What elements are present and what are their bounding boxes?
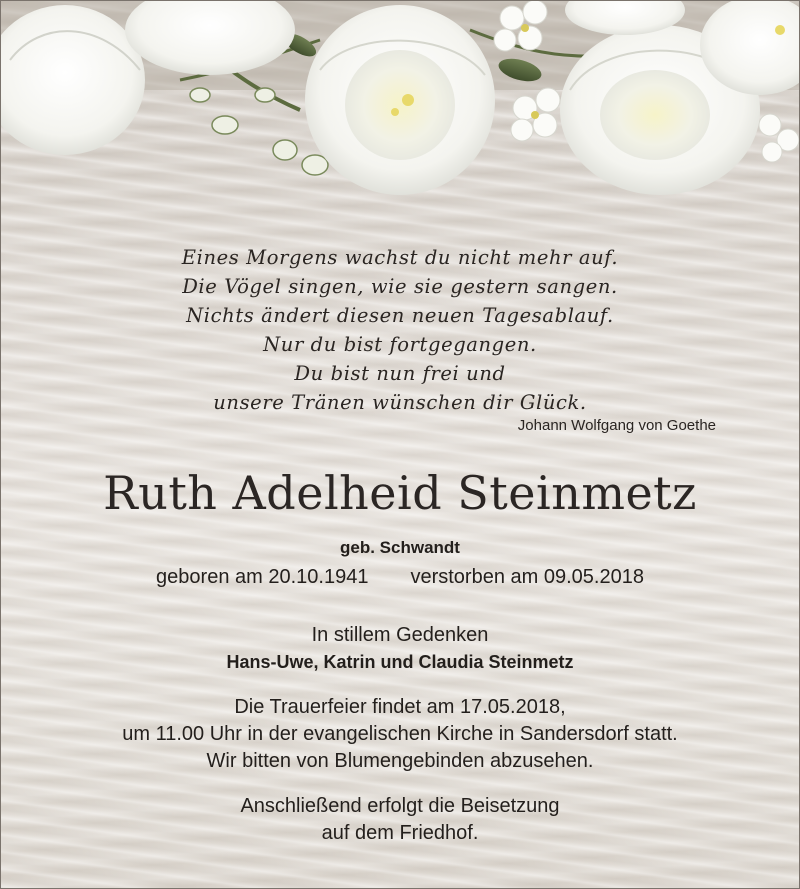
death-date: verstorben am 09.05.2018: [410, 566, 644, 588]
burial-line: auf dem Friedhof.: [321, 822, 479, 844]
poem-line: unsere Tränen wünschen dir Glück.: [213, 391, 587, 414]
memory-section: [0, 622, 800, 676]
poem-author: Johann Wolfgang von Goethe: [517, 417, 716, 434]
funeral-line: Wir bitten von Blumengebinden abzusehen.: [206, 750, 594, 772]
funeral-info: [0, 694, 800, 775]
poem-line: Eines Morgens wachst du nicht mehr auf.: [181, 246, 619, 269]
poem-line: Du bist nun frei und: [294, 362, 506, 385]
burial-info: [0, 793, 800, 847]
poem-line: Nur du bist fortgegangen.: [263, 333, 537, 356]
burial-line: Anschließend erfolgt die Beisetzung: [240, 795, 560, 817]
deceased-name: Ruth Adelheid Steinmetz: [103, 466, 697, 520]
birth-date: geboren am 20.10.1941: [156, 566, 369, 588]
funeral-line: Die Trauerfeier findet am 17.05.2018,: [234, 696, 566, 718]
life-dates: [0, 566, 800, 589]
funeral-line: um 11.00 Uhr in der evangelischen Kirche in Sandersdorf statt.: [122, 723, 678, 745]
memory-intro: In stillem Gedenken: [311, 624, 489, 646]
poem-line: Nichts ändert diesen neuen Tagesablauf.: [186, 304, 614, 327]
mourners: Hans-Uwe, Katrin und Claudia Steinmetz: [226, 652, 574, 672]
birth-name: geb. Schwandt: [340, 538, 460, 557]
white-tulips-image: [0, 0, 800, 200]
poem: [0, 243, 800, 417]
poem-line: Die Vögel singen, wie sie gestern sangen.: [182, 275, 618, 298]
